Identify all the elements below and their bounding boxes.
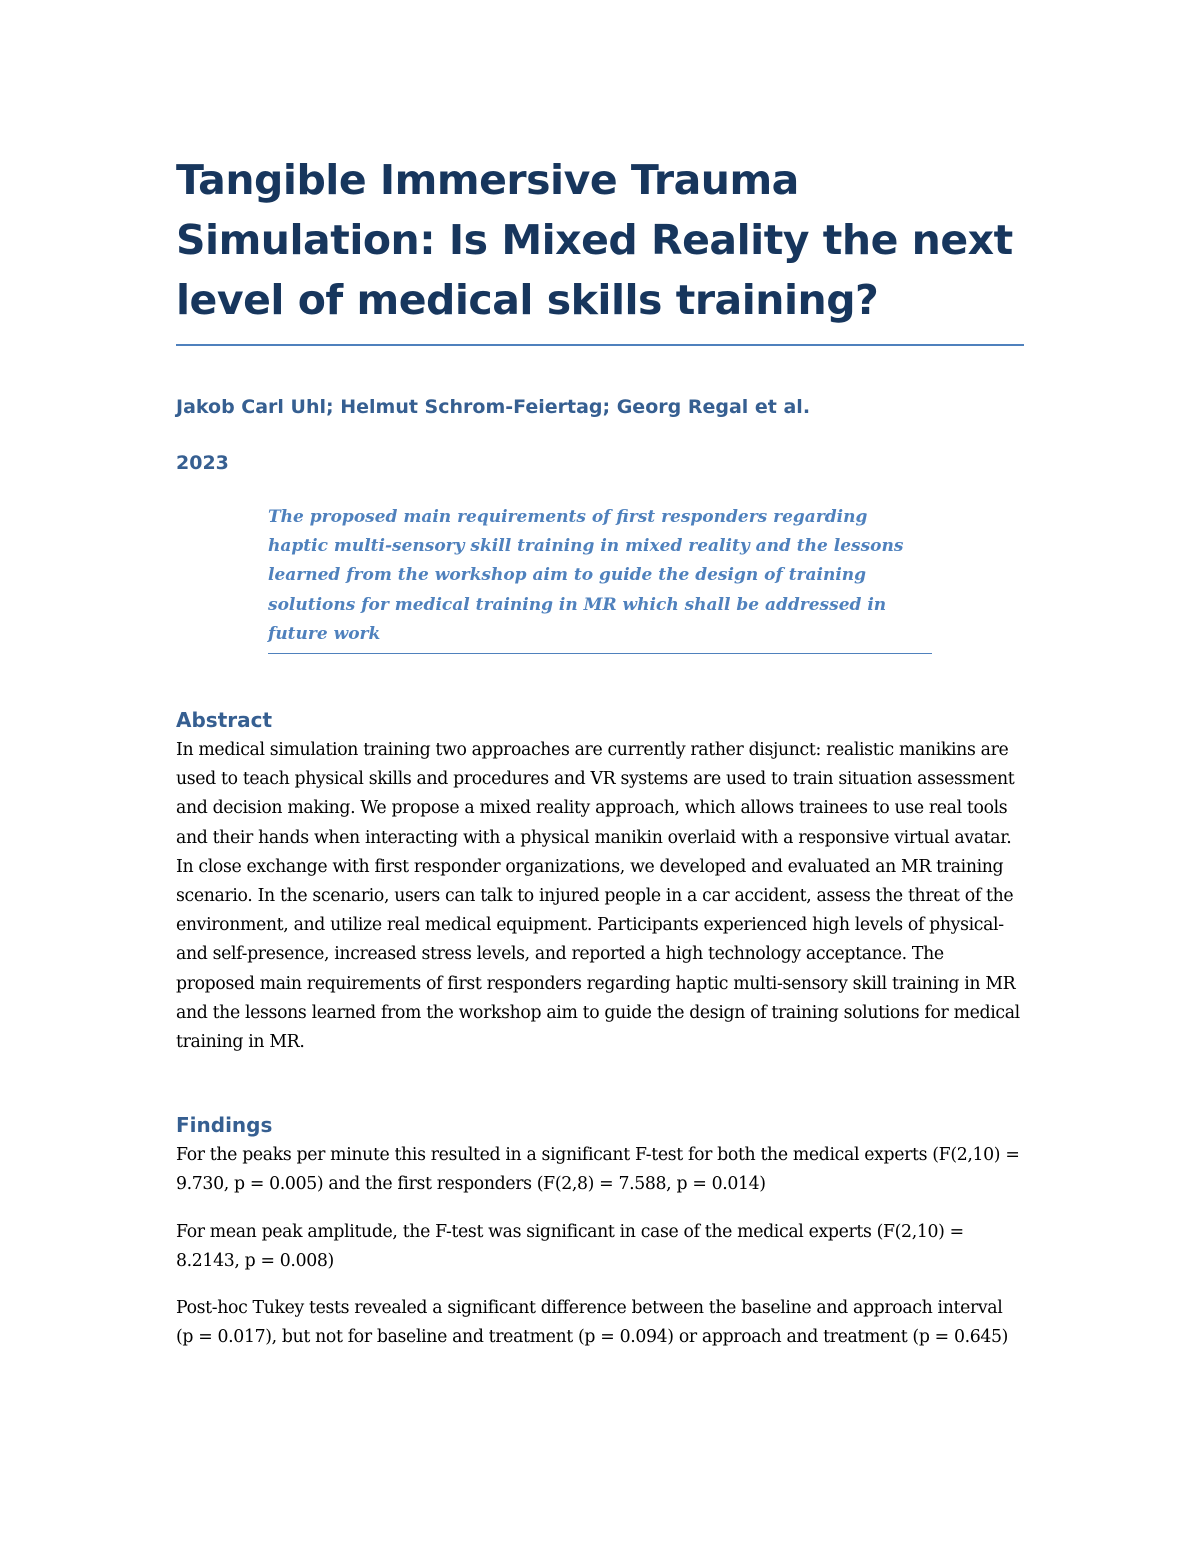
finding-item: For the peaks per minute this resulted in a significant F-test for both the medical experts (F(2,10) = 9.730, p = 0.005) and the first responders (F(2,8) = 7.588, p = 0.014): [176, 1145, 1020, 1195]
author-list: Jakob Carl Uhl; Helmut Schrom-Feiertag; Georg Regal et al.: [176, 396, 811, 418]
document-page: [176, 150, 1024, 1370]
findings-heading: Findings: [176, 1113, 273, 1138]
abstract-heading: Abstract: [176, 708, 273, 733]
findings-list: [176, 1141, 1024, 1352]
finding-item: For mean peak amplitude, the F-test was significant in case of the medical experts (F(2,10) = 8.2143, p = 0.008): [176, 1221, 964, 1271]
abstract-text: In medical simulation training two approaches are currently rather disjunct: realistic manikins are used to teach physical skills and procedures and VR systems are used to train situation assessment and decision making. We propose a mixed reality approach, which allows trainees to use real tools and their hands when interacting with a physical manikin overlaid with a responsive virtual avatar. In close exchange with first responder organizations, we developed and evaluated an MR training scenario. In the scenario, users can talk to injured people in a car accident, assess the threat of the environment, and utilize real medical equipment. Participants experienced high levels of physical- and self-presence, increased stress levels, and reported a high technology acceptance. The proposed main requirements of first responders regarding haptic multi-sensory skill training in MR and the lessons learned from the workshop aim to guide the design of training solutions for medical training in MR.: [176, 740, 1020, 1053]
publication-year: 2023: [176, 452, 229, 474]
finding-item: Post-hoc Tukey tests revealed a significant difference between the baseline and approach interval (p = 0.017), but not for baseline and treatment (p = 0.094) or approach and treatment (p = 0.645): [176, 1298, 1009, 1348]
document-title: Tangible Immersive Trauma Simulation: Is Mixed Reality the next level of medical skills training?: [176, 150, 1024, 346]
summary-quote: The proposed main requirements of first responders regarding haptic multi-sensory skill training in mixed reality and the lessons learned from the workshop aim to guide the design of training solutions for medical training in MR which shall be addressed in future work: [268, 503, 932, 654]
